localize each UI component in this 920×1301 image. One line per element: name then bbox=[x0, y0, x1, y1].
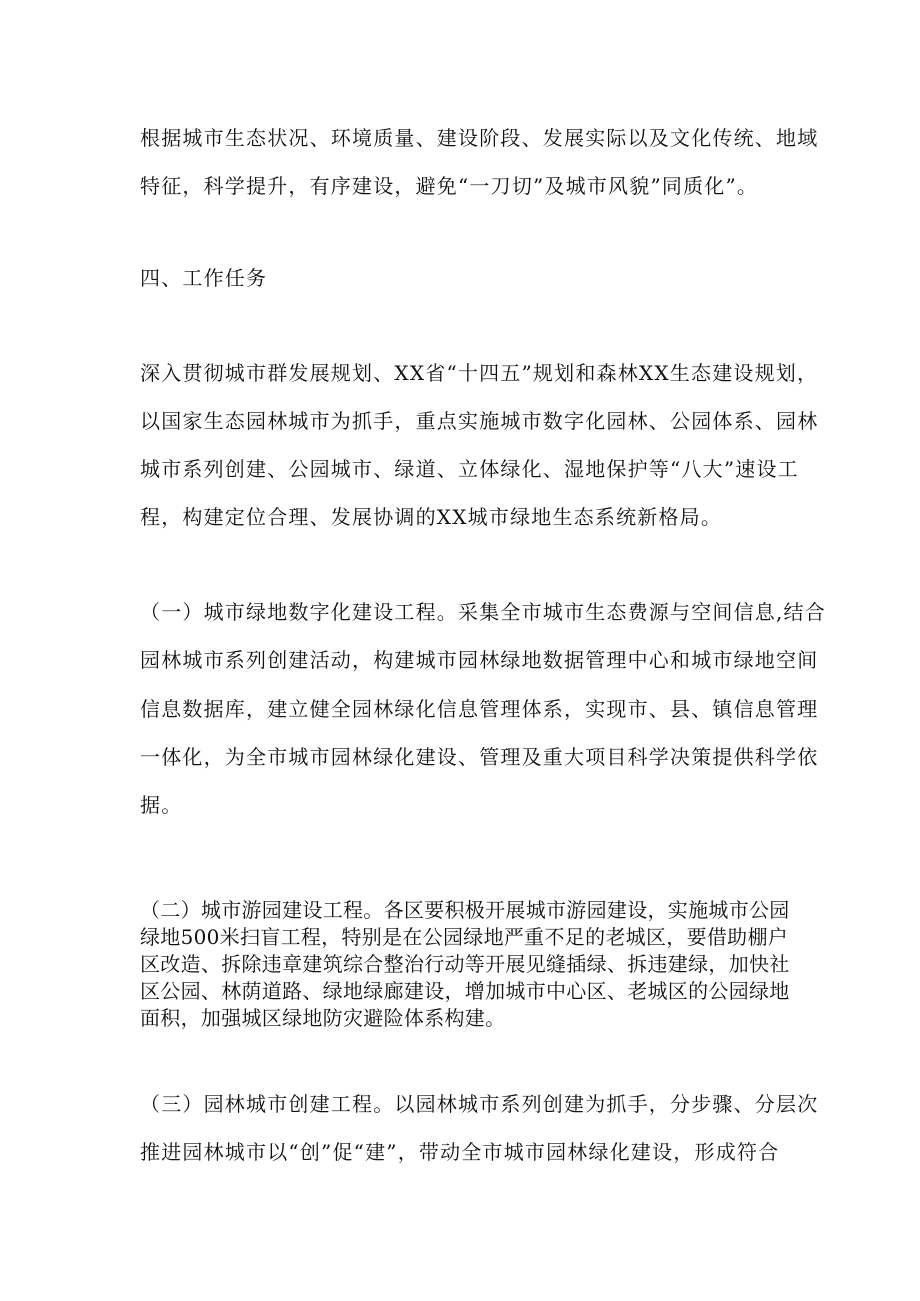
paragraph-task1-line: 据。 bbox=[140, 793, 183, 817]
paragraph-task2-line: 区公园、林荫道路、绿地绿廊建设，增加城市中心区、老城区的公园绿地 bbox=[140, 979, 790, 1003]
paragraph-task3-line: （三）园林城市创建工程。以园林城市系列创建为抓手，分步骤、分层次 bbox=[140, 1092, 819, 1116]
paragraph-overview-line: 深入贯彻城市群发展规划、XX省“十四五”规划和森林XX生态建设规划， bbox=[140, 361, 819, 385]
paragraph-task1-line: 信息数据库，建立健全园林绿化信息管理体系，实现市、县、镇信息管理 bbox=[140, 697, 819, 721]
paragraph-task1-line: （一）城市绿地数字化建设工程。采集全市城市生态费源与空间信息,结合 bbox=[140, 600, 826, 624]
paragraph-task2-line: 面积，加强城区绿地防灾避险体系构建。 bbox=[140, 1006, 506, 1030]
paragraph-task1-line: 园林城市系列创建活动，构建城市园林绿地数据管理中心和城市绿地空间 bbox=[140, 648, 819, 672]
paragraph-overview-line: 程，构建定位合理、发展协调的XX城市绿地生态系统新格局。 bbox=[140, 505, 723, 529]
paragraph-task1-line: 一体化，为全市城市园林绿化建设、管理及重大项目科学决策提供科学依 bbox=[140, 745, 819, 769]
paragraph-task3-line: 推进园林城市以“创”促“建”，带动全市城市园林绿化建设，形成符合 bbox=[140, 1140, 780, 1164]
section-heading: 四、工作任务 bbox=[140, 266, 268, 290]
paragraph-intro-line: 特征，科学提升，有序建设，避免“一刀切”及城市风貌”同质化”。 bbox=[140, 174, 759, 198]
paragraph-overview-line: 以国家生态园林城市为抓手，重点实施城市数字化园林、公园体系、园林 bbox=[140, 409, 819, 433]
paragraph-overview-line: 城市系列创建、公园城市、绿道、立体绿化、湿地保护等“八大”速设工 bbox=[140, 457, 799, 481]
paragraph-task2-line: 区改造、拆除违章建筑综合整治行动等开展见缝插绿、拆违建绿，加快社 bbox=[140, 952, 790, 976]
paragraph-intro-line: 根据城市生态状况、环境质量、建设阶段、发展实际以及文化传统、地域 bbox=[140, 126, 819, 150]
paragraph-task2-line: 绿地500米扫盲工程，特别是在公园绿地严重不足的老城区，要借助棚户 bbox=[140, 925, 789, 949]
paragraph-task2-line: （二）城市游园建设工程。各区要积极开展城市游园建设，实施城市公园 bbox=[140, 898, 790, 922]
